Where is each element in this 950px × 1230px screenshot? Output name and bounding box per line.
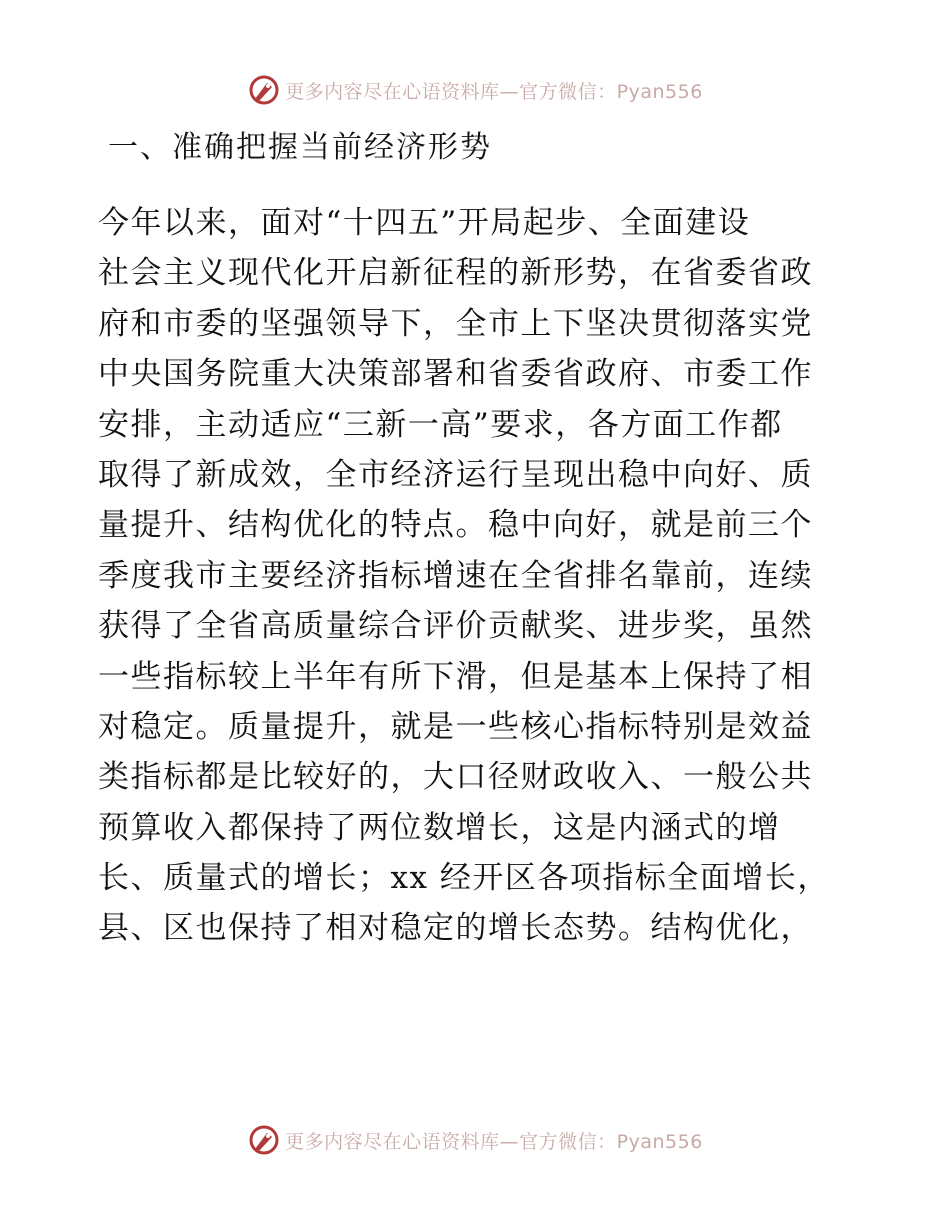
- body-line: 对稳定。质量提升，就是一些核心指标特别是效益: [98, 708, 813, 745]
- body-line: 长、质量式的增长；xx 经开区各项指标全面增长，: [98, 860, 830, 897]
- body-line: 中央国务院重大决策部署和省委省政府、市委工作: [98, 356, 813, 393]
- footer-watermark: [0, 1120, 950, 1160]
- body-line: 一些指标较上半年有所下滑，但是基本上保持了相: [98, 658, 813, 695]
- watermark-text: 更多内容尽在心语资料库—官方微信：Pyan556: [285, 80, 703, 103]
- pen-nib-seal-icon: [247, 1123, 281, 1157]
- body-line: 季度我市主要经济指标增速在全省排名靠前，连续: [98, 557, 813, 594]
- body-line: 府和市委的坚强领导下，全市上下坚决贯彻落实党: [98, 305, 813, 342]
- header-watermark: [0, 70, 950, 110]
- body-line: 县、区也保持了相对稳定的增长态势。结构优化，: [98, 910, 813, 947]
- body-line: 今年以来，面对“十四五”开局起步、全面建设: [98, 205, 751, 241]
- body-line: 安排，主动适应“三新一高”要求，各方面工作都: [98, 406, 783, 443]
- body-line: 量提升、结构优化的特点。稳中向好，就是前三个: [98, 507, 813, 544]
- section-heading: 一、准确把握当前经济形势: [108, 130, 492, 165]
- body-text: [98, 198, 858, 954]
- watermark-text: 更多内容尽在心语资料库—官方微信：Pyan556: [285, 1130, 703, 1153]
- body-line: 类指标都是比较好的，大口径财政收入、一般公共: [98, 759, 813, 796]
- pen-nib-seal-icon: [247, 73, 281, 107]
- body-line: 社会主义现代化开启新征程的新形势，在省委省政: [98, 255, 813, 292]
- body-line: 预算收入都保持了两位数增长，这是内涵式的增: [98, 809, 781, 846]
- body-line: 取得了新成效，全市经济运行呈现出稳中向好、质: [98, 456, 813, 493]
- body-line: 获得了全省高质量综合评价贡献奖、进步奖，虽然: [98, 608, 813, 645]
